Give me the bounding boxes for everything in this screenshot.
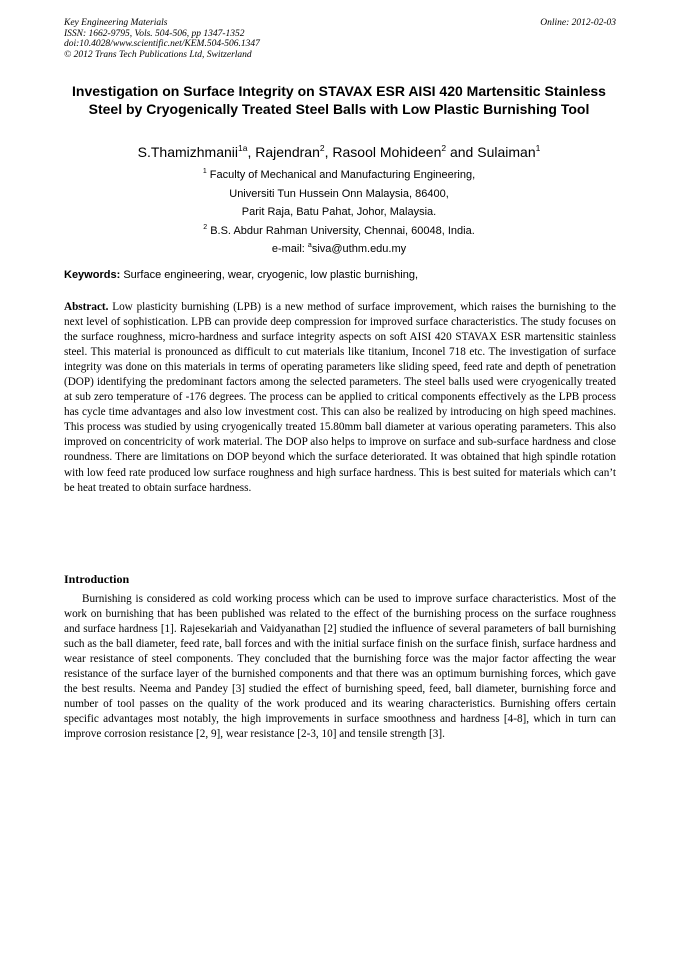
- copyright-line: © 2012 Trans Tech Publications Ltd, Switzerland: [64, 49, 252, 60]
- abstract: [64, 300, 616, 496]
- abstract-label: Abstract.: [64, 301, 109, 313]
- journal-name: Key Engineering Materials: [64, 18, 168, 28]
- author-superscript: 1: [535, 143, 541, 153]
- author-superscript: 2: [441, 143, 447, 153]
- author-name: Rasool Mohideen: [332, 144, 442, 160]
- paper-title: Investigation on Surface Integrity on STAVAX ESR AISI 420 Martensitic Stainless Steel by Cryogenically Treated Steel Balls with Low Plastic Burnishing Tool: [72, 83, 606, 118]
- author-separator: and: [446, 144, 478, 160]
- author-separator: ,: [324, 144, 333, 160]
- online-date: Online: 2012-02-03: [540, 18, 616, 28]
- affiliation-number: 1: [202, 168, 207, 175]
- author-name: Rajendran: [255, 144, 320, 160]
- doi-line: doi:10.4028/www.scientific.net/KEM.504-506.1347: [64, 39, 260, 50]
- keywords-text: Surface engineering, wear, cryogenic, low plastic burnishing,: [123, 269, 419, 281]
- email-line: [64, 240, 614, 259]
- journal-header: [64, 18, 616, 60]
- affiliation-1-line-2: Universiti Tun Hussein Onn Malaysia, 86400,: [229, 187, 449, 200]
- author-superscript: 1a: [238, 143, 248, 153]
- author-name: S.Thamizhmanii: [137, 144, 239, 160]
- affiliations: [64, 166, 614, 259]
- affiliation-2-line-1: $^2$ B.S. Abdur Rahman University, Chennai, 60048, India.: [203, 223, 475, 237]
- author-separator: ,: [247, 144, 256, 160]
- affiliation-1-line-1: $^1$ Faculty of Mechanical and Manufacturing Engineering,: [202, 168, 476, 181]
- keywords-label: Keywords:: [64, 269, 121, 281]
- introduction-heading: Introduction: [64, 572, 130, 586]
- affiliation-1-line-3: Parit Raja, Batu Pahat, Johor, Malaysia.: [241, 206, 437, 219]
- keywords: [64, 268, 616, 282]
- email-label: e-mail:: [271, 243, 305, 256]
- abstract-text: Low plasticity burnishing (LPB) is a new method of surface improvement, which raises the burnishing to the next level of sophistication. LPB can provide deep compression for improved surface characteristics. The study focuses on the surface roughness, micro-hardness and surface integrity aspects on soft AISI 420 STAVAX ESR martensitic stainless steel. This material is pronounced as difficult to cut materials like titanium, Inconel 718 etc. The investigation of surface integrity was done on this materials in terms of operating parameters like sliding speed, feed rate and depth of penetration (DOP) identifying the predominant factors among the selected parameters. The steel balls used were cryogenically treated at sub zero temperature of -176 degrees. The process can be applied to critical components effectively as the LPB process has cycle time advantages and also low investment cost. This can also be realized by introducing on high speed machines. This process was studied by using cryogenically treated 15.80mm ball diameter at various operating parameters. This also improved on concentricity of work material. The DOP also helps to improve on surface and sub-surface hardness and close roundness. There are limitations on DOP beyond which the surface deteriorated. It was obtained that high spindle rotation with low feed rate produced low surface roughness and high surface hardness. This is best suited for materials which can’t be heat treated to obtain surface hardness.: [64, 301, 616, 494]
- author-superscript: 2: [319, 143, 325, 153]
- introduction-text: Burnishing is considered as cold working process which can be used to improve surface characteristics. Most of the work on burnishing that has been published was related to the effect of the burnishing process on the surface roughness and surface hardness [1]. Rajesekariah and Vaidyanathan [2] studied the influence of several parameters of ball burnishing such as the ball diameter, feed rate, ball forces and with the initial surface finish on the surface finish, surface hardness and wear resistance of steel components. They concluded that the burnishing force was the major factor affecting the wear resistance of the surface layer of the burnished components and that there was an optimum burnishing forces, which gave the best results. Neema and Pandey [3] studied the effect of burnishing speed, feed, ball diameter, burnishing force and number of tool passes on the quality of the work produced and its wearing characteristics. Burnishing offers certain specific advantages most notably, the high improvements in surface smoothness and hardness [4-8], which in turn can improve corrosion resistance [2, 9], wear resistance [2-3, 10] and tensile strength [3].: [64, 593, 616, 741]
- author-list: [64, 143, 614, 161]
- issn-line: ISSN: 1662-9795, Vols. 504-506, pp 1347-1352: [64, 28, 245, 39]
- affiliation-number: 2: [203, 223, 208, 231]
- email-superscript: a: [307, 242, 312, 250]
- email-address[interactable]: siva@uthm.edu.my: [311, 243, 407, 256]
- author-name: Sulaiman: [477, 144, 536, 160]
